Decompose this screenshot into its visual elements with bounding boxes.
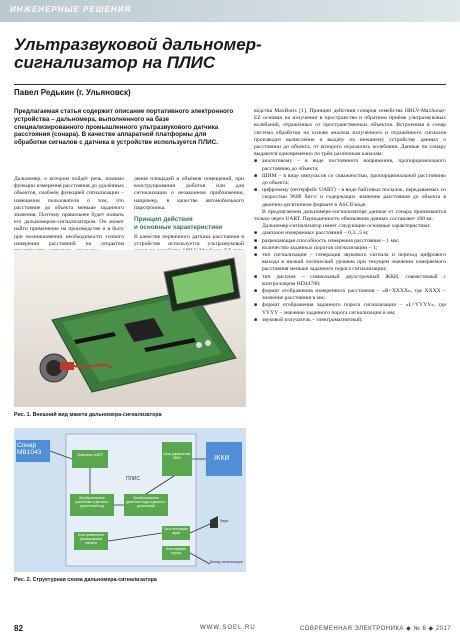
bullet-display: ■ тип дисплея – символьный двухстрочный ЖКИ, совместимый с контроллером HD44780; bbox=[254, 274, 446, 288]
bullet-resolution: ■ разрешающая способность измерения расстояния – 1 мм; bbox=[254, 238, 446, 245]
block-plis-label: ПЛИС bbox=[126, 476, 141, 482]
column-1 bbox=[14, 176, 124, 255]
bullet-analog: ■ аналоговому – в виде постоянного напряжения, пропорционального расстоянию до объекта; bbox=[254, 158, 446, 172]
block-conv-1: Преобразователь расстояния в двоично-десятичный код bbox=[75, 496, 109, 508]
section-heading-line-2: и основные характеристики bbox=[134, 223, 223, 231]
article-author: Павел Редькин (г. Ульяновск) bbox=[14, 88, 131, 97]
column-1-text: Дальномер, о котором пойдёт речь, помимо функции измерения расстояния до удалённых объектов, снабжён функцией сигнализации – извещения пользователя о том, что расстояние до объекта меньше заданного значения. Поэтому правильнее будет назвать его дальномером-сигнализатором. Он может найти применение на производстве и в быту при возникновении необходимости точного измерения расстояний на открытом bbox=[14, 176, 124, 247]
bullet-thresholds: ■ количество заданных порогов сигнализации – 1; bbox=[254, 245, 446, 252]
column-3-para-2: В предлагаемом дальномере-сигнализаторе данные от сонара принимаются только через UART. Периодичность обновления данных составляет 100 мс. bbox=[254, 208, 446, 223]
bullet-format-l: ■ формат отображения заданного порога сигнализации – «L=YYYY», где YYYY – значение заданного порога сигнализации в мм; bbox=[254, 302, 446, 316]
bullet-pwm: ■ ШИМ – в виде импульсов со скважностью, пропорциональной расстоянию до объекта; bbox=[254, 173, 446, 187]
block-sound-gen: Блок генерации звука bbox=[164, 527, 188, 535]
footer-magazine: СОВРЕМЕННАЯ ЭЛЕКТРОНИКА ◆ № 6 ◆ 2017 bbox=[300, 626, 452, 632]
block-lcd-ctrl: Блок управления ЖКИ bbox=[163, 452, 191, 460]
bullet-uart: ■ цифровому (интерфейс UART) – в виде байтовых посылок, передаваемых со скоростью 9600 бит/с и содержащих значение расстояния до объекта в двоично-десятичном формате в ASCII-коде. bbox=[254, 187, 446, 209]
block-sonar: Сонар MB1043 bbox=[17, 442, 42, 456]
block-diagram bbox=[14, 428, 246, 572]
label-output: Выход сигнализации bbox=[210, 560, 243, 564]
bullet-format-r: ■ формат отображения измеренного расстояния – «R=XXXX», где XXXX – значение расстояния в мм; bbox=[254, 288, 446, 302]
article-title: Ультразвуковой дальномер-сигнализатор на ПЛИС bbox=[14, 35, 262, 72]
section-heading-line-1: Принцип действия bbox=[134, 216, 193, 224]
page-number: 82 bbox=[14, 624, 23, 633]
bullet-range: ■ диапазон измеряемых расстояний – 0,3...5 м; bbox=[254, 230, 446, 237]
header-band bbox=[0, 0, 460, 22]
column-2-para-2: В качестве первичного датчика расстояния в устройстве используется ультразвуковой bbox=[134, 234, 244, 248]
label-beep: Звук bbox=[220, 518, 229, 523]
column-2-para-1: ления площадей и объёмов помещений, при конструировании роботов или для сигнализации о незаконном приближении, например, в качестве автомобильного парктроника. bbox=[134, 176, 244, 211]
page-footer bbox=[0, 621, 460, 640]
column-3-para-1: водства MaxBotix [1]. Принцип действия сонаров семейства HRLV-MaxSonar-EZ основан на излучении в пространство и обратном приёме ультразвуковых колебаний, отражённых от пространственных объектов. Встроенная в сонар система обработки на основе анализа излучённого и отражённого сигналов производит вычисление и выдачу по внешнему устройству данных о расстоянии до объекта, от которого отразились колебания. Данные по сонару выдаются одновременно по трём различным каналам: bbox=[254, 108, 446, 158]
block-uart: Приёмник UART bbox=[77, 453, 103, 457]
block-compare: Блок сравнения и формирования сигнала bbox=[77, 533, 105, 545]
prototype-photo bbox=[14, 250, 246, 407]
column-3 bbox=[254, 108, 446, 324]
footer-site: WWW.SOEL.RU bbox=[200, 625, 256, 631]
block-threshold: Блок задания порога bbox=[165, 547, 187, 555]
title-rule bbox=[14, 84, 446, 85]
figure-2-caption: Рис. 2. Структурная схема дальномера-сигнализатора bbox=[14, 577, 157, 583]
section-heading bbox=[134, 216, 244, 231]
article-lead: Предлагаемая статья содержит описание портативного электронного устройства – дальномера, выполненного на базе специализированного промышленного ультразвукового датчика расстояния (сонара). В качестве аппаратной платформы для обработки сигналов с датчика в устройстве используется ПЛИС. bbox=[14, 108, 234, 147]
section-label: ИНЖЕНЕРНЫЕ РЕШЕНИЯ bbox=[10, 5, 132, 14]
figure-1-caption: Рис. 1. Внешний вид макета дальномера-сигнализатора bbox=[14, 412, 162, 418]
block-lcd: ЖКИ bbox=[214, 455, 230, 462]
bullet-buzzer: ■ звуковой излучатель – электромагнитный; bbox=[254, 317, 446, 324]
column-3-para-3: Дальномер-сигнализатор имеет следующие основные характеристики: bbox=[262, 223, 431, 230]
block-conv-2: Преобразователь двоичного кода в двоично-десятичный bbox=[126, 496, 166, 508]
bullet-alarm-type: ■ тип сигнализации – генерация звукового сигнала и переход цифрового выхода в низкий логический уровень при текущем значении измеряемого расстояния меньше заданного порога сигнализации; bbox=[254, 252, 446, 274]
